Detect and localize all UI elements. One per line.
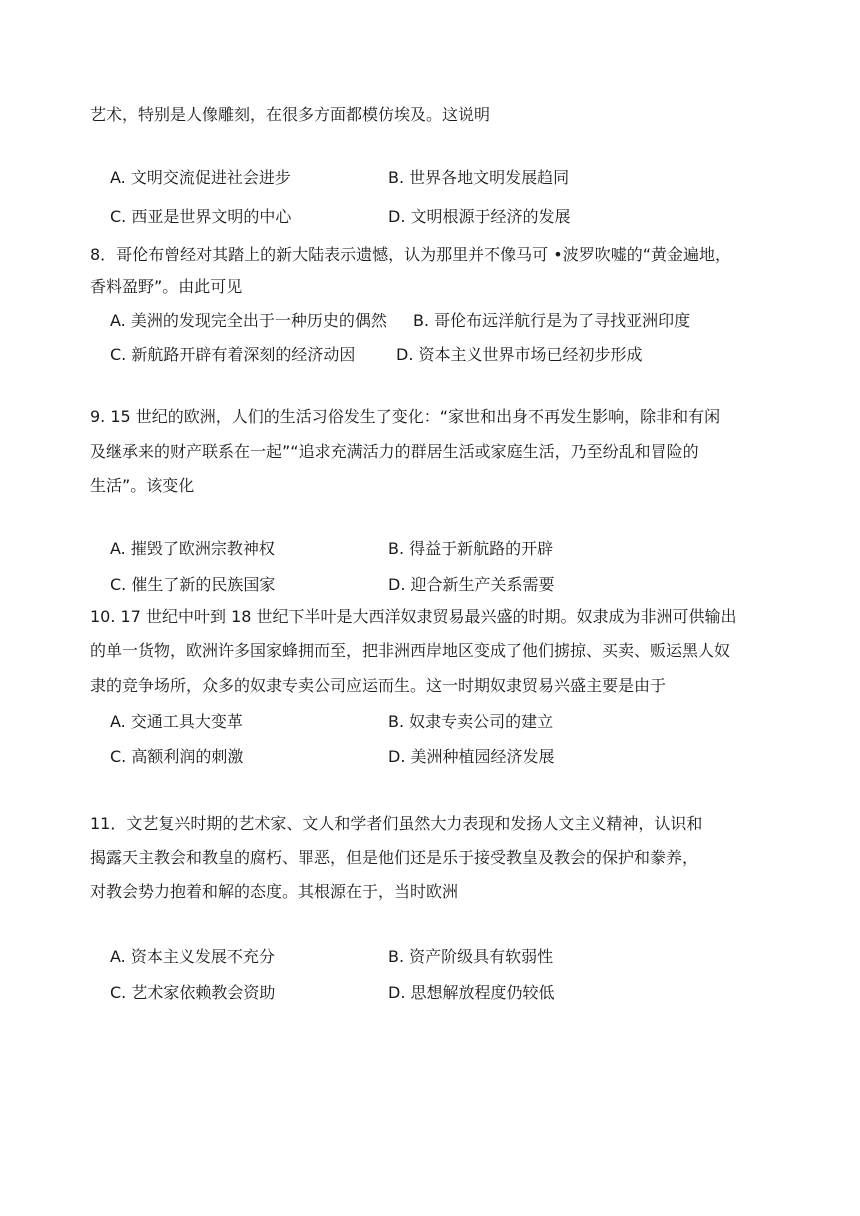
q11-option-a: A. 资本主义发展不充分 bbox=[110, 947, 275, 966]
q9-option-c: C. 催生了新的民族国家 bbox=[110, 575, 276, 594]
q9-option-a: A. 摧毁了欧洲宗教神权 bbox=[110, 539, 275, 558]
q8-option-a: A. 美洲的发现完全出于一种历史的偶然 bbox=[110, 311, 387, 330]
q10-option-a: A. 交通工具大变革 bbox=[110, 712, 243, 731]
q8-stem-line-2: 香料盈野”。由此可见 bbox=[90, 277, 243, 296]
q10-stem-line-1: 10. 17 世纪中叶到 18 世纪下半叶是大西洋奴隶贸易最兴盛的时期。奴隶成为非洲可供输出 bbox=[90, 607, 737, 626]
q8-stem-line-1: 8．哥伦布曾经对其踏上的新大陆表示遗憾，认为那里并不像马可 •波罗吹嘘的“黄金遍地， bbox=[90, 245, 731, 264]
q11-stem-line-2: 揭露天主教会和教皇的腐朽、罪恶，但是他们还是乐于接受教皇及教会的保护和豢养， bbox=[90, 848, 699, 867]
q9-option-b: B. 得益于新航路的开辟 bbox=[388, 539, 554, 558]
q11-option-b: B. 资产阶级具有软弱性 bbox=[388, 947, 554, 966]
q10-stem-line-3: 隶的竞争场所，众多的奴隶专卖公司应运而生。这一时期奴隶贸易兴盛主要是由于 bbox=[90, 676, 667, 695]
q7-option-c: C. 西亚是世界文明的中心 bbox=[110, 207, 292, 226]
q10-stem-line-2: 的单一货物，欧洲许多国家蜂拥而至，把非洲西岸地区变成了他们掳掠、买卖、贩运黑人奴 bbox=[90, 641, 731, 660]
q10-option-c: C. 高额利润的刺激 bbox=[110, 747, 244, 766]
q9-stem-line-3: 生活”。该变化 bbox=[90, 476, 195, 495]
q10-option-d: D. 美洲种植园经济发展 bbox=[388, 747, 555, 766]
q11-stem-line-1: 11．文艺复兴时期的艺术家、文人和学者们虽然大力表现和发扬人文主义精神，认识和 bbox=[90, 814, 703, 833]
q10-option-b: B. 奴隶专卖公司的建立 bbox=[388, 712, 554, 731]
q7-option-d: D. 文明根源于经济的发展 bbox=[388, 207, 571, 226]
q9-option-d: D. 迎合新生产关系需要 bbox=[388, 575, 555, 594]
q11-option-d: D. 思想解放程度仍较低 bbox=[388, 983, 555, 1002]
q7-stem-continuation: 艺术，特别是人像雕刻，在很多方面都模仿埃及。这说明 bbox=[90, 105, 491, 124]
q9-stem-line-2: 及继承来的财产联系在一起”“追求充满活力的群居生活或家庭生活，乃至纷乱和冒险的 bbox=[90, 442, 699, 461]
q8-option-d: D. 资本主义世界市场已经初步形成 bbox=[396, 345, 643, 364]
q7-option-b: B. 世界各地文明发展趋同 bbox=[388, 168, 570, 187]
q11-option-c: C. 艺术家依赖教会资助 bbox=[110, 983, 276, 1002]
q8-option-c: C. 新航路开辟有着深刻的经济动因 bbox=[110, 345, 356, 364]
q11-stem-line-3: 对教会势力抱着和解的态度。其根源在于，当时欧洲 bbox=[90, 882, 459, 901]
q9-stem-line-1: 9. 15 世纪的欧洲，人们的生活习俗发生了变化：“家世和出身不再发生影响，除非和有闲 bbox=[90, 407, 721, 426]
q7-option-a: A. 文明交流促进社会进步 bbox=[110, 168, 291, 187]
q8-option-b: B. 哥伦布远洋航行是为了寻找亚洲印度 bbox=[413, 311, 691, 330]
